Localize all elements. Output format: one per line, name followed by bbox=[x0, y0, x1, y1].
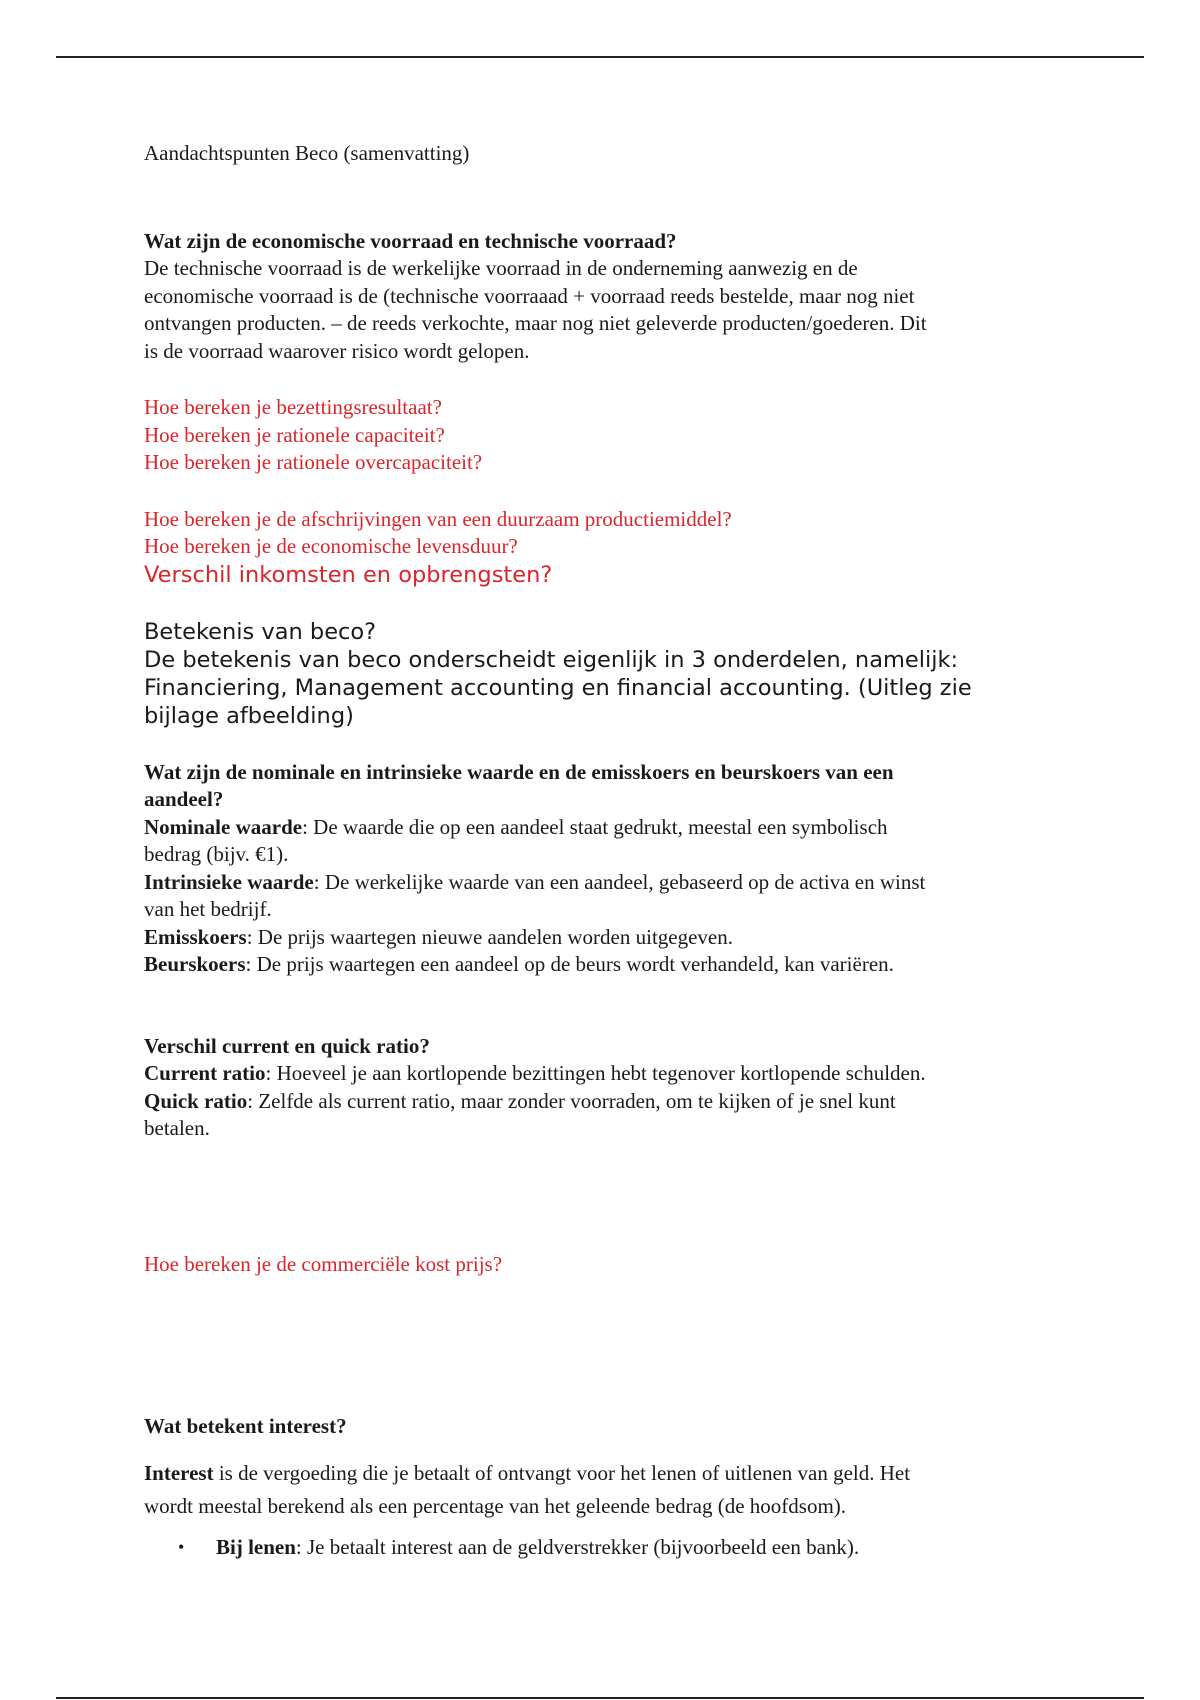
body-line: ontvangen producten. – de reeds verkochte, maar nog niet geleverde producten/goederen. Dit bbox=[144, 311, 927, 335]
term: Intrinsieke waarde bbox=[144, 869, 314, 894]
section-heading: Verschil current en quick ratio? bbox=[144, 1033, 430, 1058]
definition-text: : De prijs waartegen nieuwe aandelen worden uitgegeven. bbox=[246, 924, 733, 949]
body-line: De technische voorraad is de werkelijke voorraad in de onderneming aanwezig en de bbox=[144, 256, 858, 280]
term: Quick ratio bbox=[144, 1088, 248, 1113]
term: Nominale waarde bbox=[144, 814, 303, 839]
body-line: bijlage afbeelding) bbox=[144, 702, 354, 729]
body-line: is de voorraad waarover risico wordt gelopen. bbox=[144, 338, 530, 363]
definition-text: : Je betaalt interest aan de geldverstrekker (bijvoorbeeld een bank). bbox=[295, 1534, 860, 1559]
term: Interest bbox=[144, 1460, 214, 1485]
definition-text: : Zelfde als current ratio, maar zonder voorraden, om te kijken of je snel kunt bbox=[247, 1088, 896, 1113]
section-heading: Wat zijn de nominale en intrinsieke waarde en de emisskoers en beurskoers van een bbox=[144, 759, 894, 784]
section-heading: Wat zijn de economische voorraad en technische voorraad? bbox=[144, 228, 677, 253]
section-beco-meaning bbox=[144, 618, 1064, 730]
section-heading: Betekenis van beco? bbox=[144, 618, 377, 645]
definition-intrinsic bbox=[144, 869, 1064, 897]
red-question: Verschil inkomsten en opbrengsten? bbox=[144, 561, 553, 588]
term: Emisskoers bbox=[144, 924, 247, 949]
definition-current bbox=[144, 1060, 1064, 1088]
term: Bij lenen bbox=[216, 1534, 296, 1559]
definition-market bbox=[144, 951, 1064, 979]
body-line: wordt meestal berekend als een percentage van het geleende bedrag (de hoofdsom). bbox=[144, 1493, 847, 1518]
term: Beurskoers bbox=[144, 952, 246, 976]
red-question: Hoe bereken je rationele overcapaciteit? bbox=[144, 450, 483, 474]
body-line: Financiering, Management accounting en financial accounting. (Uitleg zie bbox=[144, 674, 972, 701]
red-question: Hoe bereken je de economische levensduur? bbox=[144, 534, 518, 558]
body-line: De betekenis van beco onderscheidt eigenlijk in 3 onderdelen, namelijk: bbox=[144, 646, 959, 673]
definition-text: is de vergoeding die je betaalt of ontvangt voor het lenen of uitlenen van geld. Het bbox=[213, 1460, 911, 1485]
body-line: economische voorraad is de (technische voorraaad + voorraad reeds bestelde, maar nog niet bbox=[144, 283, 915, 308]
section-shares bbox=[144, 759, 1064, 979]
red-question: Hoe bereken je de afschrijvingen van een duurzaam productiemiddel? bbox=[144, 506, 732, 531]
definition-nominal bbox=[144, 814, 1064, 842]
definition-text: : De prijs waartegen een aandeel op de beurs wordt verhandeld, kan variëren. bbox=[245, 952, 894, 976]
document-page bbox=[144, 140, 1064, 1564]
bullet-icon: • bbox=[178, 1536, 185, 1557]
bullet-list bbox=[144, 1531, 1064, 1564]
section-heading: Wat betekent interest? bbox=[144, 1414, 347, 1438]
body-line: betalen. bbox=[144, 1116, 210, 1140]
body-line: bedrag (bijv. €1). bbox=[144, 842, 289, 866]
body-line: van het bedrijf. bbox=[144, 897, 272, 921]
definition-text: : De werkelijke waarde van een aandeel, gebaseerd op de activa en winst bbox=[313, 869, 926, 894]
definition-text: : Hoeveel je aan kortlopende bezittingen hebt tegenover kortlopende schulden. bbox=[265, 1061, 926, 1085]
document-title: Aandachtspunten Beco (samenvatting) bbox=[144, 141, 470, 165]
red-question: Hoe bereken je de commerciële kost prijs? bbox=[144, 1251, 503, 1276]
section-ratios bbox=[144, 1033, 1064, 1143]
bottom-rule bbox=[56, 1697, 1144, 1699]
interest-definition bbox=[144, 1457, 1064, 1490]
definition-text: : De waarde die op een aandeel staat gedrukt, meestal een symbolisch bbox=[302, 814, 888, 839]
term: Current ratio bbox=[144, 1061, 266, 1085]
top-rule bbox=[56, 56, 1144, 58]
section-heading-cont: aandeel? bbox=[144, 787, 224, 811]
red-question: Hoe bereken je bezettingsresultaat? bbox=[144, 395, 442, 419]
red-question: Hoe bereken je rationele capaciteit? bbox=[144, 422, 445, 447]
definition-emission bbox=[144, 924, 1064, 952]
red-questions-capacity bbox=[144, 394, 1064, 477]
red-questions-depreciation bbox=[144, 506, 1064, 589]
list-item bbox=[178, 1531, 1064, 1564]
definition-quick bbox=[144, 1088, 1064, 1116]
section-voorraad bbox=[144, 228, 1064, 366]
section-interest bbox=[144, 1413, 1064, 1564]
